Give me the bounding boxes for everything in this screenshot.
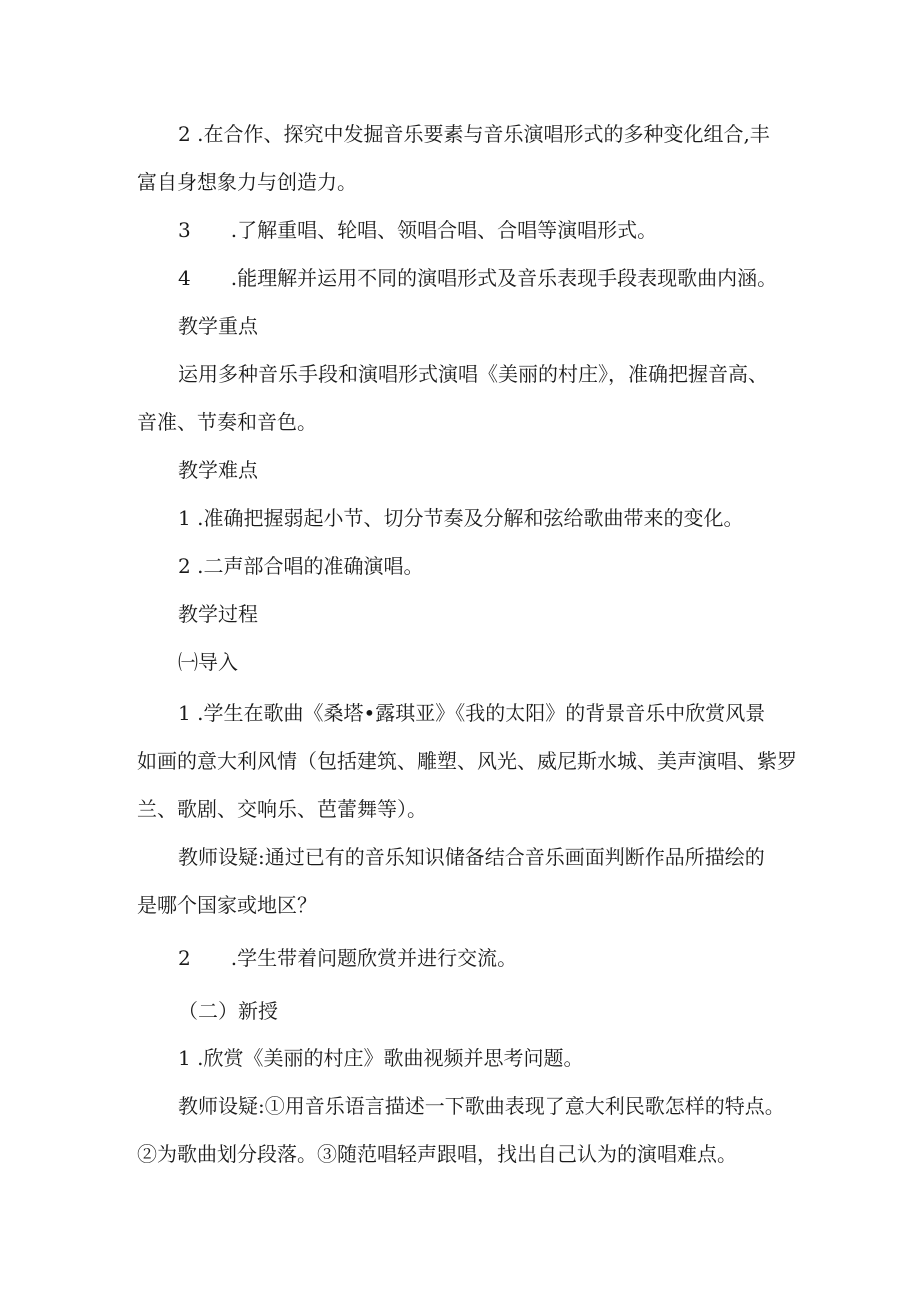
objective-item-3-number: 3 [178,218,191,242]
key-points-line-1: 运用多种音乐手段和演唱形式演唱《美丽的村庄》，准确把握音高、 [178,362,768,386]
objective-item-2-line-1: 2 .在合作、探究中发掘音乐要素与音乐演唱形式的多种变化组合,丰 [178,122,770,146]
difficulties-item-1: 1 .准确把握弱起小节、切分节奏及分解和弦给歌曲带来的变化。 [178,506,744,530]
intro-item-2 [178,946,517,970]
difficulties-heading: 教学难点 [178,458,258,482]
key-points-heading: 教学重点 [178,314,258,338]
objective-item-2-line-2: 富自身想象力与创造力。 [137,170,357,194]
new-question-line-2: ②为歌曲划分段落。③随范唱轻声跟唱，找出自己认为的演唱难点。 [137,1142,737,1166]
new-question-line-1: 教师设疑:①用音乐语言描述一下歌曲表现了意大利民歌怎样的特点。 [178,1094,785,1118]
objective-item-3 [178,218,657,242]
intro-item-1-line-1: 1 .学生在歌曲《桑塔•露琪亚》《我的太阳》的背景音乐中欣赏风景 [178,701,766,725]
intro-item-1-line-3: 兰、歌剧、交响乐、芭蕾舞等）。 [137,797,427,821]
objective-item-4-text: .能理解并运用不同的演唱形式及音乐表现手段表现歌曲内涵。 [230,266,778,290]
process-heading: 教学过程 [178,602,258,626]
new-lesson-heading: （二）新授 [178,999,278,1023]
intro-item-2-number: 2 [178,946,191,970]
new-item-1: 1 .欣赏《美丽的村庄》歌曲视频并思考问题。 [178,1046,584,1070]
objective-item-3-text: .了解重唱、轮唱、领唱合唱、合唱等演唱形式。 [230,218,658,242]
objective-item-4-number: 4 [178,266,191,290]
intro-question-line-2: 是哪个国家或地区？ [137,893,317,917]
objective-item-4 [178,266,777,290]
difficulties-item-2: 2 .二声部合唱的准确演唱。 [178,554,424,578]
intro-heading: ㈠导入 [178,650,238,674]
intro-item-1-line-2: 如画的意大利风情（包括建筑、雕塑、风光、威尼斯水城、美声演唱、紫罗 [137,749,797,773]
intro-question-line-1: 教师设疑:通过已有的音乐知识储备结合音乐画面判断作品所描绘的 [178,845,765,869]
intro-item-2-text: .学生带着问题欣赏并进行交流。 [230,946,518,970]
key-points-line-2: 音准、节奏和音色。 [137,410,317,434]
